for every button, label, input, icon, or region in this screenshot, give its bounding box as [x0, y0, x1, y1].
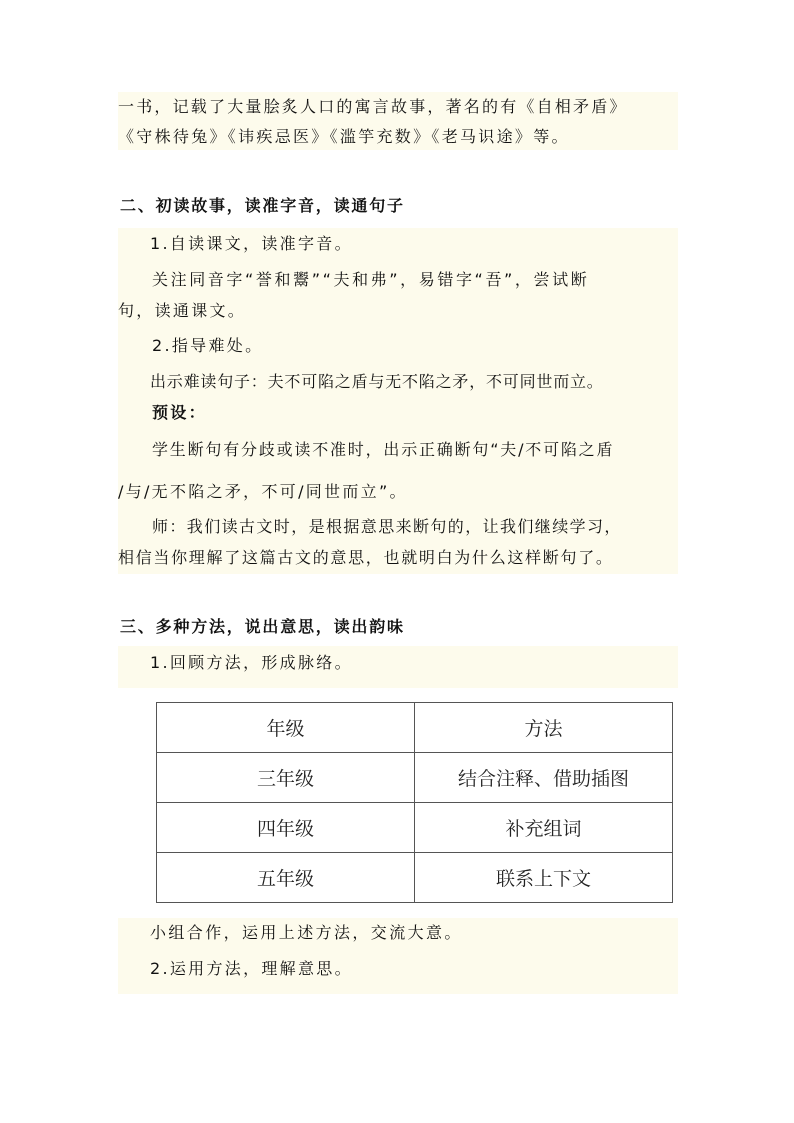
table-row	[157, 753, 673, 803]
intro-line-1: 一书，记载了大量脍炙人口的寓言故事，著名的有《自相矛盾》	[118, 97, 628, 116]
table-cell-method: 补充组词	[415, 803, 673, 853]
preset-line-1: 学生断句有分歧或读不准时，出示正确断句“夫/不可陷之盾	[152, 440, 615, 459]
s2-item2-sentence: 出示难读句子：夫不可陷之盾与无不陷之矛，不可同世而立。	[150, 372, 604, 391]
section3-heading: 三、多种方法，说出意思，读出韵味	[120, 617, 405, 636]
s2-item1: 1.自读课文，读准字音。	[150, 234, 353, 253]
intro-line-2: 《守株待兔》《讳疾忌医》《滥竽充数》《老马识途》等。	[118, 127, 570, 146]
s3-item1: 1.回顾方法，形成脉络。	[150, 653, 353, 672]
table-cell-grade: 五年级	[157, 853, 415, 903]
section2-heading: 二、初读故事，读准字音，读通句子	[120, 196, 405, 215]
table-row	[157, 853, 673, 903]
table-header-cell: 年级	[157, 703, 415, 753]
table-cell-method: 结合注释、借助插图	[415, 753, 673, 803]
preset-label: 预设：	[152, 403, 207, 422]
s3-item2: 2.运用方法，理解意思。	[150, 959, 353, 978]
preset-line-2: /与/无不陷之矛，不可/同世而立”。	[118, 482, 408, 501]
group-work: 小组合作，运用上述方法，交流大意。	[150, 923, 463, 942]
s2-item2: 2.指导难处。	[152, 336, 264, 355]
table-cell-method: 联系上下文	[415, 853, 673, 903]
table-cell-grade: 三年级	[157, 753, 415, 803]
table-row	[157, 803, 673, 853]
teacher-line-2: 相信当你理解了这篇古文的意思，也就明白为什么这样断句了。	[118, 548, 614, 567]
s2-item1-detail-line2: 句，读通课文。	[118, 301, 247, 320]
methods-table	[156, 702, 673, 903]
table-header-cell: 方法	[415, 703, 673, 753]
teacher-line-1: 师：我们读古文时，是根据意思来断句的，让我们继续学习，	[152, 517, 622, 536]
table-cell-grade: 四年级	[157, 803, 415, 853]
table-header-row	[157, 703, 673, 753]
s2-item1-detail-line1: 关注同音字“誉和鬻”“夫和弗”，易错字“吾”，尝试断	[152, 270, 590, 289]
